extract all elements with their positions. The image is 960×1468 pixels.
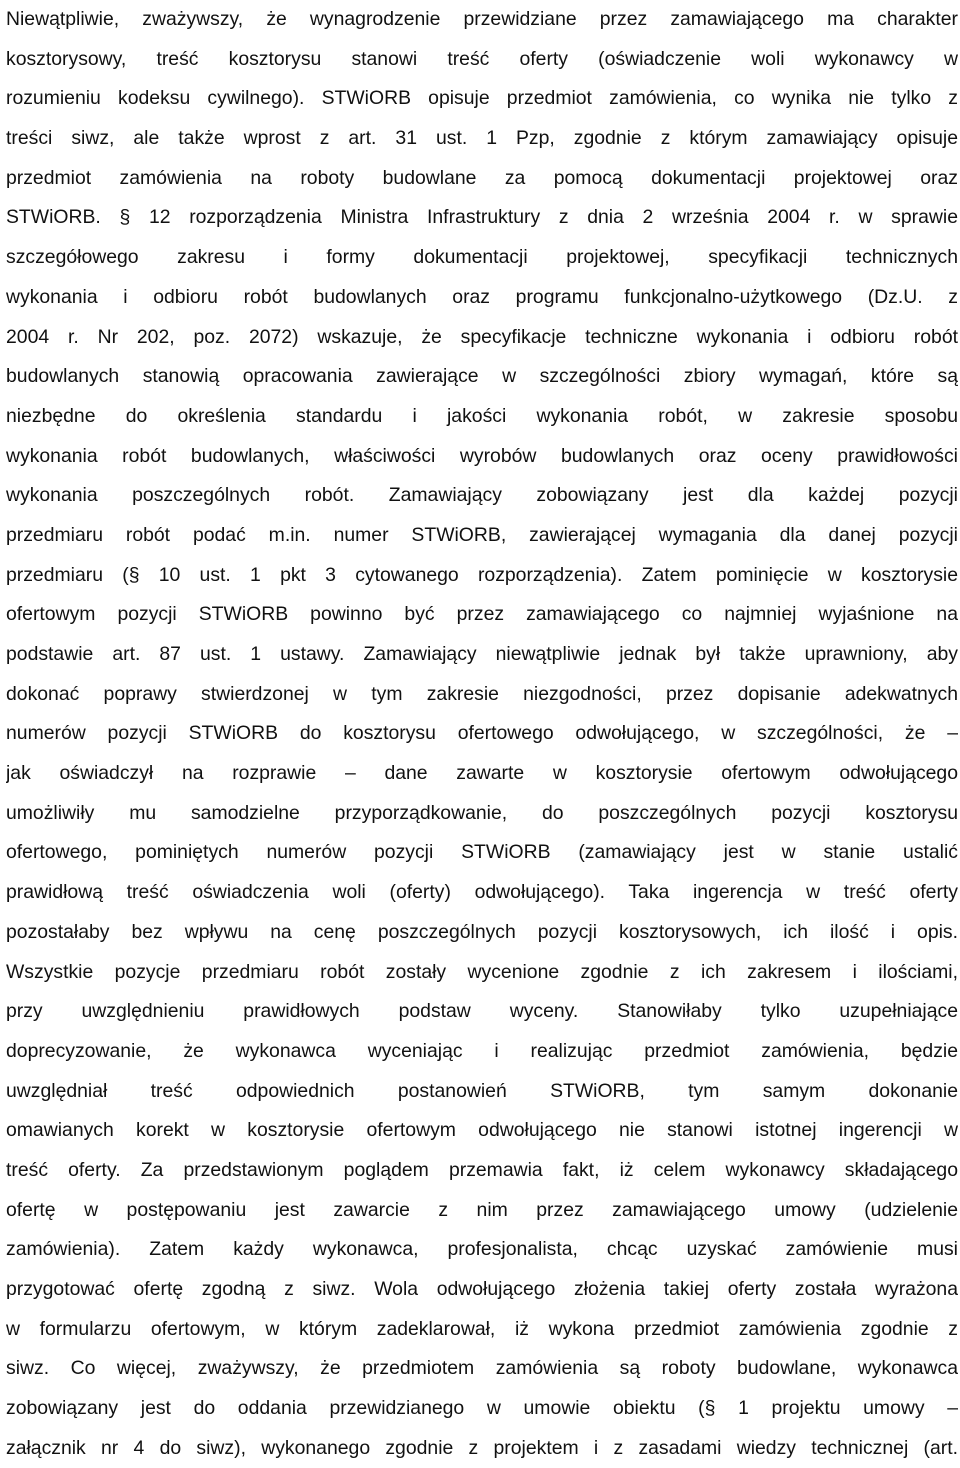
text-line: Niewątpliwie, zważywszy, że wynagrodzenie przewidziane przez zamawiającego ma charakter [6, 8, 958, 30]
text-line: treść oferty. Za przedstawionym poglądem przemawia fakt, iż celem wykonawcy składającego [6, 1158, 958, 1181]
text-line: uwzględniał treść odpowiednich postanowień STWiORB, tym samym dokonanie [6, 1079, 958, 1102]
text-line: przedmiot zamówienia na roboty budowlane za pomocą dokumentacji projektowej oraz [6, 166, 958, 189]
text-line: pozostałaby bez wpływu na cenę poszczególnych pozycji kosztorysowych, ich ilość i opis. [6, 920, 958, 943]
text-line: ofertowym pozycji STWiORB powinno być przez zamawiającego co najmniej wyjaśnione na [6, 603, 958, 626]
text-line: treści siwz, ale także wprost z art. 31 ust. 1 Pzp, zgodnie z którym zamawiający opisuje [6, 127, 958, 150]
text-line: rozumieniu kodeksu cywilnego). STWiORB opisuje przedmiot zamówienia, co wynika nie tylko z [6, 87, 958, 110]
text-line: zamówienia). Zatem każdy wykonawca, profesjonalista, chcąc uzyskać zamówienie musi [6, 1238, 958, 1261]
text-line: zobowiązany jest do oddania przewidzianego w umowie obiektu (§ 1 projektu umowy – [6, 1397, 958, 1420]
text-line: przedmiaru robót podać m.in. numer STWiORB, zawierającej wymagania dla danej pozycji [6, 523, 958, 546]
text-line: umożliwiły mu samodzielne przyporządkowanie, do poszczególnych pozycji kosztorysu [6, 801, 958, 824]
text-line: w formularzu ofertowym, w którym zadeklarował, iż wykona przedmiot zamówienia zgodnie z [6, 1317, 958, 1340]
text-line: wykonania i odbioru robót budowlanych oraz programu funkcjonalno-użytkowego (Dz.U. z [6, 285, 958, 308]
text-line: numerów pozycji STWiORB do kosztorysu ofertowego odwołującego, w szczególności, że – [6, 722, 958, 745]
text-line: prawidłową treść oświadczenia woli (oferty) odwołującego). Taka ingerencja w treść oferty [6, 881, 958, 904]
text-line: przygotować ofertę zgodną z siwz. Wola odwołującego złożenia takiej oferty została wyrażona [6, 1278, 958, 1300]
text-line: niezbędne do określenia standardu i jakości wykonania robót, w zakresie sposobu [6, 404, 958, 427]
text-line: wykonania robót budowlanych, właściwości wyrobów budowlanych oraz oceny prawidłowości [6, 444, 958, 467]
text-line: szczegółowego zakresu i formy dokumentacji projektowej, specyfikacji technicznych [6, 246, 958, 269]
text-line: dokonać poprawy stwierdzonej w tym zakresie niezgodności, przez dopisanie adekwatnych [6, 682, 958, 705]
text-line: ofertę w postępowaniu jest zawarcie z nim przez zamawiającego umowy (udzielenie [6, 1198, 958, 1221]
text-line: przy uwzględnieniu prawidłowych podstaw wyceny. Stanowiłaby tylko uzupełniające [6, 1000, 958, 1023]
document-body [6, 0, 958, 1468]
text-line: budowlanych stanowią opracowania zawierające w szczególności zbiory wymagań, które są [6, 365, 958, 388]
text-line: omawianych korekt w kosztorysie ofertowym odwołującego nie stanowi istotnej ingerencji w [6, 1119, 958, 1142]
text-line: STWiORB. § 12 rozporządzenia Ministra Infrastruktury z dnia 2 września 2004 r. w sprawie [6, 206, 958, 229]
text-line: kosztorysowy, treść kosztorysu stanowi treść oferty (oświadczenie woli wykonawcy w [6, 47, 958, 70]
text-line: 2004 r. Nr 202, poz. 2072) wskazuje, że specyfikacje techniczne wykonania i odbioru robót [6, 325, 958, 348]
text-line: załącznik nr 4 do siwz), wykonanego zgodnie z projektem i z zasadami wiedzy technicznej (art. [6, 1436, 958, 1459]
text-line: wykonania poszczególnych robót. Zamawiający zobowiązany jest dla każdej pozycji [6, 484, 958, 507]
text-line: jak oświadczył na rozprawie – dane zawarte w kosztorysie ofertowym odwołującego [6, 762, 958, 785]
text-line: przedmiaru (§ 10 ust. 1 pkt 3 cytowanego rozporządzenia). Zatem pominięcie w kosztorysie [6, 563, 958, 586]
text-line: doprecyzowanie, że wykonawca wyceniając i realizując przedmiot zamówienia, będzie [6, 1039, 958, 1062]
text-line: ofertowego, pominiętych numerów pozycji STWiORB (zamawiający jest w stanie ustalić [6, 841, 958, 864]
text-line: Wszystkie pozycje przedmiaru robót zostały wycenione zgodnie z ich zakresem i ilościami, [6, 960, 958, 983]
text-line: podstawie art. 87 ust. 1 ustawy. Zamawiający niewątpliwie jednak był także uprawniony, aby [6, 643, 958, 665]
text-line: siwz. Co więcej, zważywszy, że przedmiotem zamówienia są roboty budowlane, wykonawca [6, 1357, 958, 1380]
